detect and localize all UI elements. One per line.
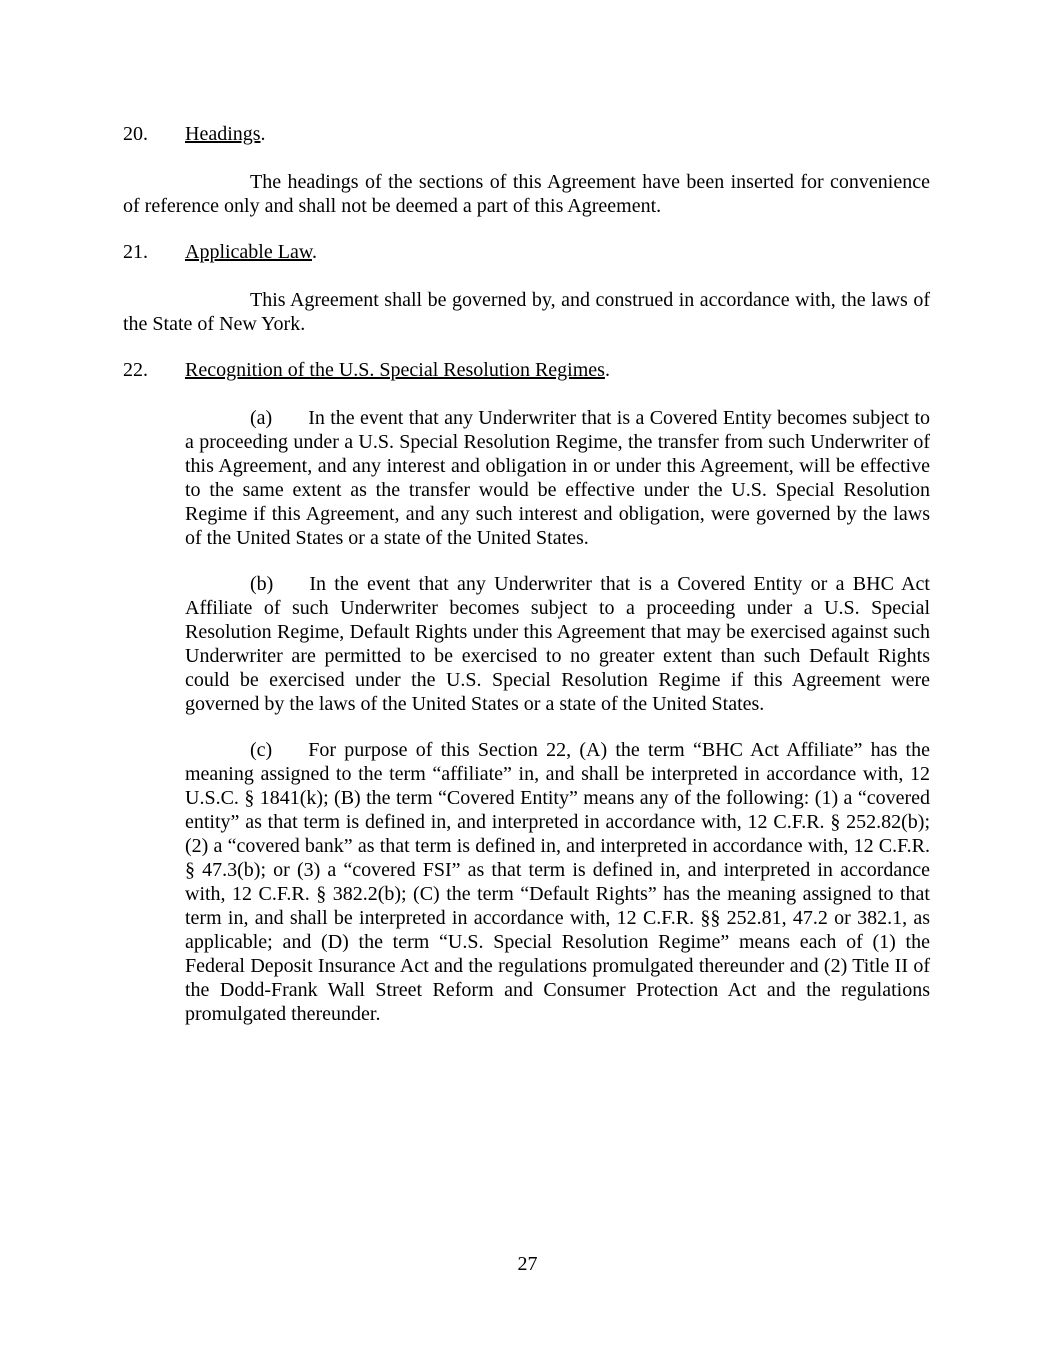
- section-title-period: .: [311, 241, 317, 263]
- section-heading-21: [123, 240, 930, 264]
- section-number: 21.: [123, 241, 148, 263]
- section-20-paragraph: The headings of the sections of this Agreement have been inserted for convenience of reference only and shall not be deemed a part of this Agreement.: [123, 171, 930, 217]
- section-title-period: .: [604, 359, 610, 381]
- section-title: Recognition of the U.S. Special Resolution Regimes: [185, 359, 605, 381]
- subparagraph-c: [185, 738, 930, 1026]
- section-heading-20: [123, 122, 930, 146]
- section-number: 22.: [123, 359, 148, 381]
- subparagraph-text: In the event that any Underwriter that is a Covered Entity becomes subject to a proceeding under a U.S. Special Resolution Regime, the transfer from such Underwriter of this Agreement, and any interest and obligation in or under this Agreement, will be effective to the same extent as the transfer would be effective under the U.S. Special Resolution Regime if this Agreement, and any such interest and obligation, were governed by the laws of the United States or a state of the United States.: [185, 407, 930, 549]
- subparagraph-label: (a): [250, 407, 273, 429]
- section-title: Applicable Law: [185, 241, 312, 263]
- section-number: 20.: [123, 123, 148, 145]
- subparagraph-text: In the event that any Underwriter that is a Covered Entity or a BHC Act Affiliate of such Underwriter becomes subject to a proceeding under a U.S. Special Resolution Regime, Default Rights under this Agreement that may be exercised against such Underwriter are permitted to be exercised to no greater extent than such Default Rights could be exercised under the U.S. Special Resolution Regime if this Agreement were governed by the laws of the United States or a state of the United States.: [185, 573, 930, 715]
- section-title: Headings: [185, 123, 261, 145]
- subparagraph-b: [185, 572, 930, 716]
- subparagraph-label: (c): [250, 739, 273, 761]
- page-content: [123, 122, 930, 1048]
- section-heading-22: [123, 358, 930, 382]
- section-21-paragraph: This Agreement shall be governed by, and construed in accordance with, the laws of the State of New York.: [123, 289, 930, 335]
- subparagraph-text: For purpose of this Section 22, (A) the term “BHC Act Affiliate” has the meaning assigned to the term “affiliate” in, and shall be interpreted in accordance with, 12 U.S.C. § 1841(k); (B) the term “Covered Entity” means any of the following: (1) a “covered entity” as that term is defined in, and interpreted in accordance with, 12 C.F.R. § 252.82(b); (2) a “covered bank” as that term is defined in, and interpreted in accordance with, 12 C.F.R. § 47.3(b); or (3) a “covered FSI” as that term is defined in, and interpreted in accordance with, 12 C.F.R. § 382.2(b); (C) the term “Default Rights” has the meaning assigned to that term in, and shall be interpreted in accordance with, 12 C.F.R. §§ 252.81, 47.2 or 382.1, as applicable; and (D) the term “U.S. Special Resolution Regime” means each of (1) the Federal Deposit Insurance Act and the regulations promulgated thereunder and (2) Title II of the Dodd-Frank Wall Street Reform and Consumer Protection Act and the regulations promulgated thereunder.: [185, 739, 930, 1025]
- page-number: 27: [517, 1253, 538, 1275]
- subparagraph-label: (b): [250, 573, 274, 595]
- subparagraph-a: [185, 406, 930, 550]
- section-title-period: .: [260, 123, 266, 145]
